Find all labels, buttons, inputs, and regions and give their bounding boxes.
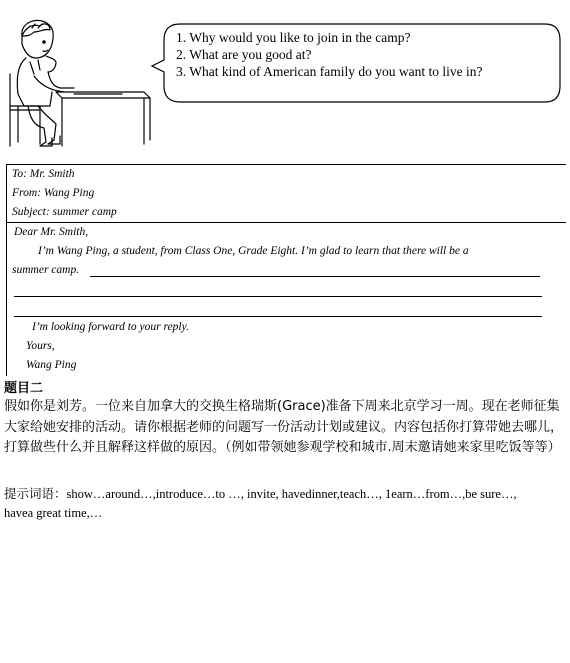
hint-words-line-2: havea great time,… bbox=[4, 506, 103, 520]
email-body-line-2: summer camp. bbox=[12, 264, 80, 276]
email-from: From: Wang Ping bbox=[12, 187, 95, 199]
writing-line bbox=[14, 296, 542, 297]
writing-line bbox=[90, 276, 540, 277]
form-top-border bbox=[6, 164, 566, 165]
email-subject: Subject: summer camp bbox=[12, 206, 117, 218]
hint-words-line-1: 提示词语：show…around…,introduce…to …, invite, havedinner,teach…, 1earn…from…,be sure…, bbox=[4, 487, 517, 501]
question-3: 3. What kind of American family do you want to live in? bbox=[176, 64, 483, 79]
task-title: 题目二 bbox=[4, 381, 44, 396]
email-body-line-1: I’m Wang Ping, a student, from Class One, Grade Eight. I’m glad to learn that there will be a bbox=[38, 245, 469, 257]
email-to: To: Mr. Smith bbox=[12, 168, 75, 180]
writing-line bbox=[14, 316, 542, 317]
boy-at-desk-illustration bbox=[4, 14, 154, 154]
question-1: 1. Why would you like to join in the camp? bbox=[176, 30, 411, 45]
email-closing: I’m looking forward to your reply. bbox=[32, 321, 189, 333]
header-divider bbox=[6, 222, 566, 223]
email-greeting: Dear Mr. Smith, bbox=[14, 226, 89, 238]
question-2: 2. What are you good at? bbox=[176, 47, 312, 62]
email-sign-off: Yours, bbox=[26, 340, 55, 352]
task-paragraph: 假如你是刘芳。一位来自加拿大的交换生格瑞斯(Grace)准备下周来北京学习一周。现在老师征集大家给她安排的活动。请你根据老师的问题写一份活动计划或建议。内容包括你打算带她去哪儿，打算做些什么并且解释这样做的原因。（例如带领她参观学校和城市.周末邀请她来家里吃饭等等） bbox=[4, 399, 564, 455]
email-signature: Wang Ping bbox=[26, 359, 77, 371]
